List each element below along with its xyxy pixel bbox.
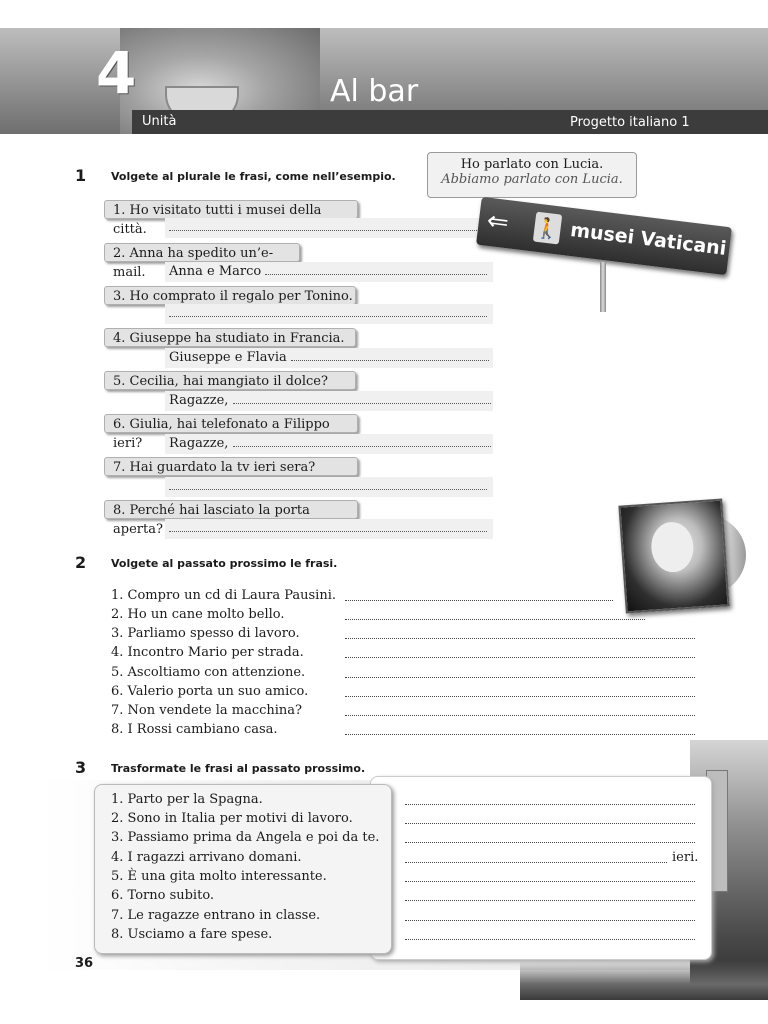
ex1-answer-2[interactable] [165,262,493,282]
ex1-answer-6[interactable] [165,434,493,454]
ex3-answer-8[interactable] [405,939,695,940]
ex3-item-4: 4. I ragazzi arrivano domani. [111,850,302,865]
ex2-item-2: 2. Ho un cane molto bello. [111,607,285,622]
ex1-question-7: 7. Hai guardato la tv ieri sera? [104,457,358,476]
crowd-image [520,960,768,1000]
answer-dotted-line [169,304,487,317]
ex1-question-8: 8. Perché hai lasciato la porta aperta? [104,500,358,519]
ex3-item-6: 6. Torno subito. [111,888,215,903]
ex1-question-4: 4. Giuseppe ha studiato in Francia. [104,328,356,347]
answer-prefix: Giuseppe e Flavia [169,350,287,365]
exercise-1-instruction: Volgete al plurale le frasi, come nell’esempio. [111,170,396,183]
arrow-left-icon: ⇐ [485,205,511,239]
ex3-item-7: 7. Le ragazze entrano in classe. [111,908,321,923]
ex2-answer-8[interactable] [345,734,695,735]
unit-number: 4 [96,39,137,107]
series-title: Progetto italiano 1 [570,115,690,130]
answer-dotted-line [169,519,487,532]
ex2-item-7: 7. Non vendete la macchina? [111,703,303,718]
ex2-item-8: 8. I Rossi cambiano casa. [111,722,278,737]
ex3-item-5: 5. È una gita molto interessante. [111,869,327,884]
example-box [427,152,637,198]
ex1-question-6: 6. Giulia, hai telefonato a Filippo ieri? [104,414,358,433]
exercise-3-instruction: Trasformate le frasi al passato prossimo. [111,762,366,775]
example-line-2: Abbiamo parlato con Lucia. [441,172,623,187]
ex1-answer-7[interactable] [165,477,493,497]
pedestrian-icon: 🚶 [533,212,562,245]
ex3-answer-3[interactable] [405,842,695,843]
ex3-answer-2[interactable] [405,823,695,824]
sign-pole [600,262,606,312]
ex3-item-3: 3. Passiamo prima da Angela e poi da te. [111,830,380,845]
page-title: Al bar [330,74,419,109]
ex2-answer-7[interactable] [345,715,695,716]
ex3-answer-6[interactable] [405,900,695,901]
ex2-item-5: 5. Ascoltiamo con attenzione. [111,665,306,680]
ex1-question-1: 1. Ho visitato tutti i musei della città. [104,200,358,219]
ex2-answer-6[interactable] [345,696,695,697]
ex2-answer-3[interactable] [345,638,695,639]
ex3-item-4-suffix: ieri. [672,850,699,865]
ex2-answer-5[interactable] [345,677,695,678]
exercise-2-instruction: Volgete al passato prossimo le frasi. [111,557,338,570]
ex1-answer-8[interactable] [165,519,493,539]
ex3-item-1: 1. Parto per la Spagna. [111,792,263,807]
ex2-answer-4[interactable] [345,657,695,658]
cd-cover-image [618,499,729,614]
answer-dotted-line [265,262,487,275]
ex2-item-6: 6. Valerio porta un suo amico. [111,684,309,699]
ex2-answer-2[interactable] [345,619,645,620]
page-number: 36 [75,956,94,971]
sign-text: musei Vaticani [569,218,728,260]
ex1-answer-3[interactable] [165,304,493,324]
answer-prefix: Anna e Marco [169,264,262,279]
ex3-answer-7[interactable] [405,920,695,921]
answer-prefix: Ragazze, [169,436,229,451]
unit-label: Unità [142,114,177,129]
ex1-answer-4[interactable] [165,348,493,368]
singer-face [650,521,695,574]
ex2-item-4: 4. Incontro Mario per strada. [111,645,304,660]
ex3-answer-5[interactable] [405,881,695,882]
answer-dotted-line [169,218,487,231]
exercise-3-number: 3 [75,758,87,777]
ex1-answer-5[interactable] [165,391,493,411]
answer-dotted-line [233,434,491,447]
ex1-question-5: 5. Cecilia, hai mangiato il dolce? [104,371,356,390]
answer-dotted-line [291,348,489,361]
answer-dotted-line [169,477,487,490]
ex3-item-8: 8. Usciamo a fare spese. [111,927,273,942]
ex2-item-3: 3. Parliamo spesso di lavoro. [111,626,300,641]
exercise-2-number: 2 [75,553,87,572]
ex1-question-2: 2. Anna ha spedito un’e-mail. [104,243,300,262]
answer-dotted-line [233,391,491,404]
ex1-answer-1[interactable] [165,218,493,238]
ex2-answer-1[interactable] [345,600,613,601]
example-line-1: Ho parlato con Lucia. [460,157,604,172]
ex1-question-3: 3. Ho comprato il regalo per Tonino. [104,286,356,305]
ex3-item-2: 2. Sono in Italia per motivi di lavoro. [111,811,353,826]
exercise-1-number: 1 [75,166,87,185]
ex3-answer-4[interactable] [405,862,667,863]
ex3-answer-1[interactable] [405,804,695,805]
answer-prefix: Ragazze, [169,393,229,408]
ex2-item-1: 1. Compro un cd di Laura Pausini. [111,588,336,603]
